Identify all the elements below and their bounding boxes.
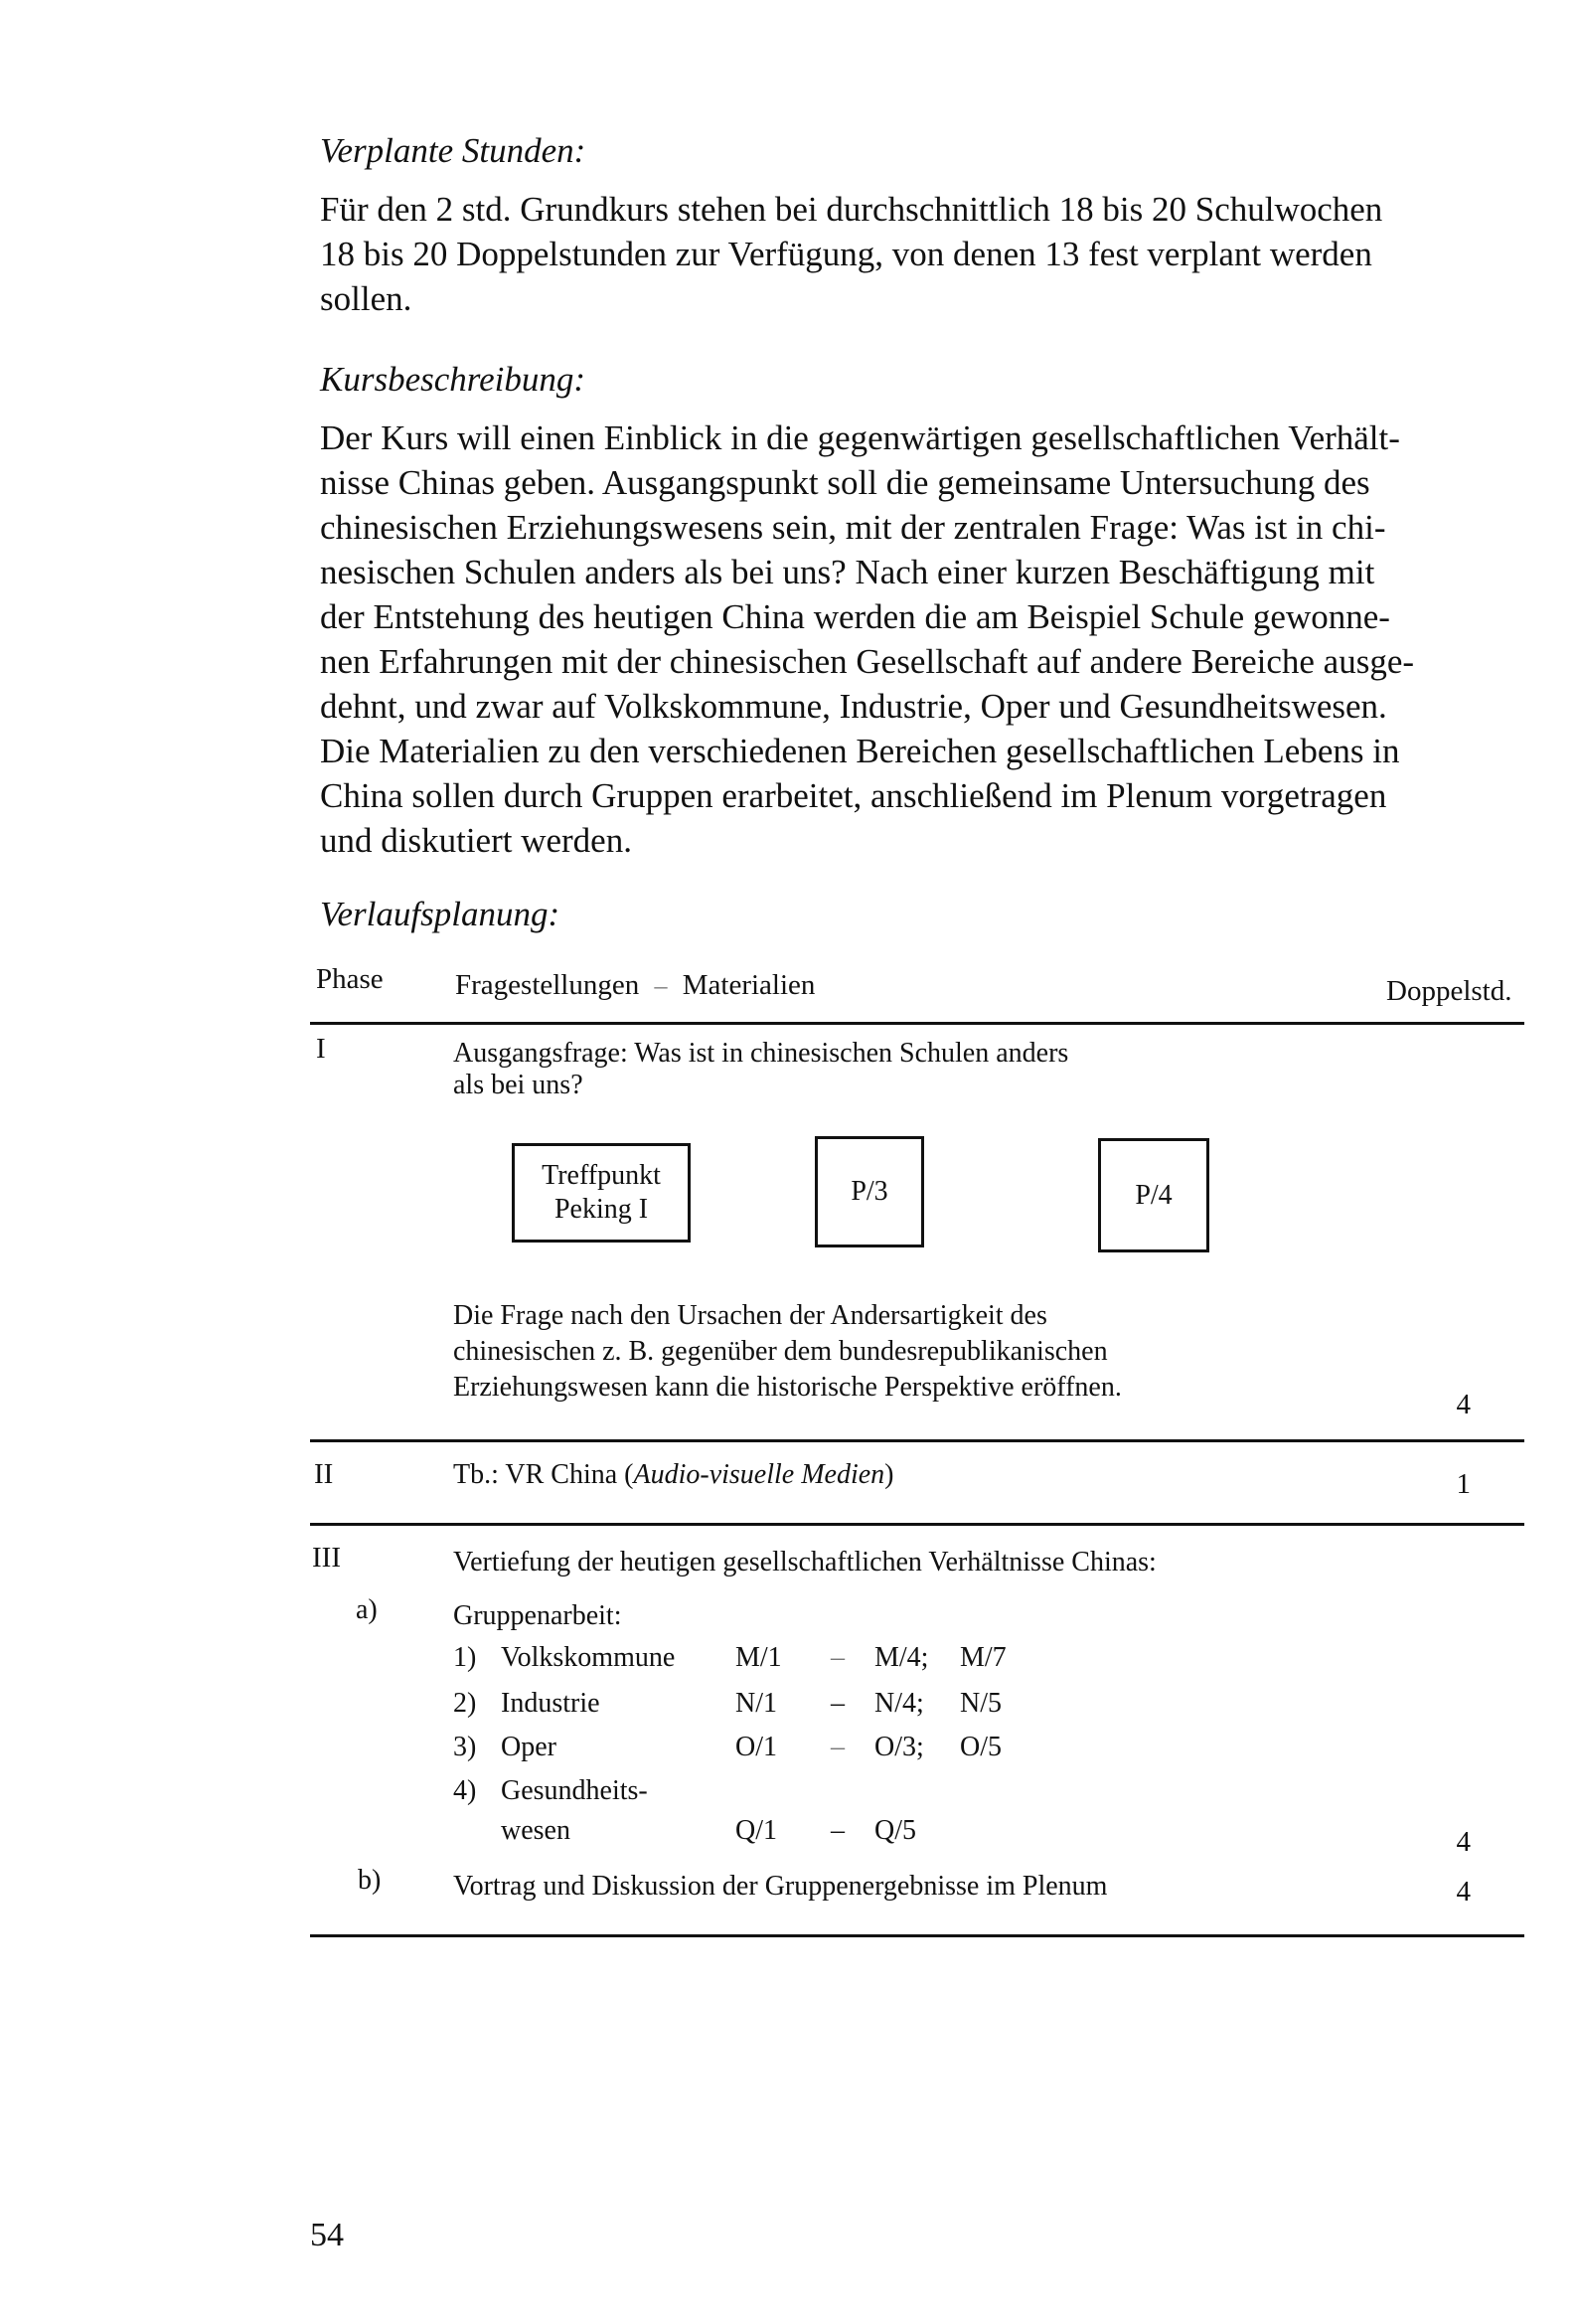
phase-1-label: I (316, 1033, 326, 1065)
group-dash: – (831, 1732, 845, 1762)
group-extra: O/5 (960, 1732, 1002, 1762)
description-line: dehnt, und zwar auf Volkskommune, Industrie, Oper und Gesundheitswesen. (320, 687, 1387, 726)
phase-1-note-line: Die Frage nach den Ursachen der Andersartigkeit des (453, 1300, 1047, 1331)
phase-2-media: Audio-visuelle Medien (633, 1459, 885, 1490)
phase-1-question-line: Ausgangsfrage: Was ist in chinesischen Schulen anders (453, 1038, 1069, 1069)
planned-heading: Verplante Stunden: (320, 131, 586, 170)
group-name: Oper (501, 1732, 556, 1762)
group-name: Volkskommune (501, 1642, 676, 1673)
phase-1-note (453, 1298, 1122, 1406)
box-line: Treffpunkt (542, 1160, 661, 1191)
phase-1-hours: 4 (1456, 1389, 1471, 1420)
group-dash: – (831, 1642, 845, 1673)
page-number: 54 (310, 2217, 344, 2253)
planned-line: sollen. (320, 279, 412, 318)
group-start: Q/1 (735, 1815, 777, 1846)
planned-line: Für den 2 std. Grundkurs stehen bei durchschnittlich 18 bis 20 Schulwochen (320, 190, 1383, 229)
phase-3-label: III (312, 1542, 341, 1574)
description-line: nesischen Schulen anders als bei uns? Nach einer kurzen Beschäftigung mit (320, 553, 1375, 591)
group-dash: – (831, 1688, 845, 1719)
phase-1-rule (310, 1439, 1524, 1442)
description-line: chinesischen Erziehungswesens sein, mit der zentralen Frage: Was ist in chi- (320, 508, 1386, 547)
box-line: Peking I (553, 1194, 649, 1225)
group-end: O/3; (874, 1732, 924, 1762)
group-name-continued: wesen (501, 1815, 570, 1846)
material-box-p4 (1098, 1138, 1209, 1252)
phase-2-text (453, 1459, 894, 1491)
description-heading: Kursbeschreibung: (320, 360, 586, 399)
phase-2-hours: 1 (1456, 1468, 1471, 1500)
phase-3b-label: b) (358, 1865, 382, 1896)
phase-1-question (453, 1038, 1068, 1101)
header-dash: – (654, 971, 668, 1000)
group-end: M/4; (874, 1642, 929, 1673)
header-hours: Doppelstd. (1386, 975, 1512, 1007)
material-box-treffpunkt (512, 1143, 691, 1243)
phase-3b-text: Vortrag und Diskussion der Gruppenergebnisse im Plenum (453, 1871, 1108, 1902)
phase-1-note-line: Erziehungswesen kann die historische Perspektive eröffnen. (453, 1372, 1122, 1403)
header-rule (310, 1022, 1524, 1025)
description-line: nen Erfahrungen mit der chinesischen Gesellschaft auf andere Bereiche ausge- (320, 642, 1415, 681)
description-line: und diskutiert werden. (320, 821, 632, 860)
description-line: China sollen durch Gruppen erarbeitet, anschließend im Plenum vorgetragen (320, 776, 1387, 815)
group-num: 3) (453, 1732, 477, 1762)
header-materials: Materialien (682, 969, 816, 1001)
header-phase: Phase (316, 963, 384, 995)
group-name: Gesundheits- (501, 1775, 648, 1806)
phase-3a-title: Gruppenarbeit: (453, 1600, 622, 1631)
group-dash: – (831, 1815, 845, 1846)
group-num: 1) (453, 1642, 477, 1673)
group-extra: M/7 (960, 1642, 1007, 1673)
group-num: 2) (453, 1688, 477, 1719)
phase-2-prefix: Tb.: VR China ( (453, 1459, 634, 1490)
description-line: nisse Chinas geben. Ausgangspunkt soll die gemeinsame Untersuchung des (320, 463, 1370, 502)
planned-paragraph (320, 187, 1382, 321)
planned-line: 18 bis 20 Doppelstunden zur Verfügung, von denen 13 fest verplant werden (320, 235, 1372, 273)
description-line: Die Materialien zu den verschiedenen Bereichen gesellschaftlichen Lebens in (320, 732, 1400, 770)
phase-3-intro: Vertiefung der heutigen gesellschaftlichen Verhältnisse Chinas: (453, 1547, 1157, 1577)
group-start: N/1 (735, 1688, 777, 1719)
material-box-p3 (815, 1136, 924, 1247)
table-bottom-rule (310, 1934, 1524, 1937)
description-line: der Entstehung des heutigen China werden die am Beispiel Schule gewonne- (320, 597, 1390, 636)
group-end: N/4; (874, 1688, 924, 1719)
group-name: Industrie (501, 1688, 600, 1719)
group-end: Q/5 (874, 1815, 916, 1846)
phase-1-question-line: als bei uns? (453, 1070, 583, 1100)
group-extra: N/5 (960, 1688, 1002, 1719)
box-line: P/4 (1135, 1179, 1173, 1211)
phase-1-note-line: chinesischen z. B. gegenüber dem bundesrepublikanischen (453, 1336, 1108, 1367)
header-questions (455, 968, 815, 1003)
phase-3b-hours: 4 (1456, 1876, 1471, 1908)
phase-2-label: II (314, 1458, 334, 1490)
description-paragraph (320, 415, 1414, 863)
phase-2-rule (310, 1523, 1524, 1526)
group-start: M/1 (735, 1642, 782, 1673)
box-line: P/3 (851, 1176, 888, 1207)
group-start: O/1 (735, 1732, 777, 1762)
phase-2-suffix: ) (884, 1459, 894, 1490)
description-line: Der Kurs will einen Einblick in die gegenwärtigen gesellschaftlichen Verhält- (320, 418, 1400, 457)
header-questions-label: Fragestellungen (455, 969, 640, 1001)
phase-3a-hours: 4 (1456, 1826, 1471, 1858)
group-num: 4) (453, 1775, 477, 1806)
phase-3a-label: a) (356, 1594, 378, 1625)
planning-heading: Verlaufsplanung: (320, 895, 560, 933)
